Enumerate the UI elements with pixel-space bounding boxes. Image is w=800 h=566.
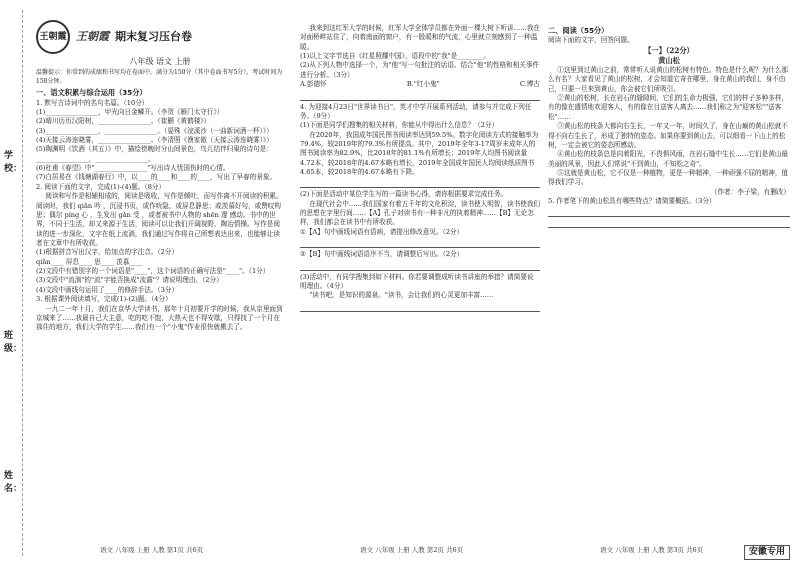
exam-note: 温馨提示：你常到的成绩和书写均在卷面中，满分为150分（其中卷面书写5分），考试时间为150分钟。 <box>36 69 283 85</box>
question-2: 2. 阅读下面的文字，完成(1)-(4)题。（8分） <box>36 182 166 191</box>
article-paragraph: ⑤这就是黄山松，它不仅是一种植物，更是一种精神，一种顽强不屈的精神，值得我们学习。 <box>548 168 789 187</box>
intro-passage: 我来到这红军大学的时候，红军大学全体学员都在外面一棵大树下听讲……我在对面桥畔站住了，向着南面的窗户，有一股暖和的气流，心里就立刻感到了一种温暖。 <box>300 24 540 51</box>
brand: 王朝霞 <box>76 30 109 44</box>
question-4-2: (2)下面是活动中某位学生写的一篇读书心得，请你根据要求完成任务。 <box>300 190 508 199</box>
fill-line: (1)________________，甲光向日金鳞开。（李贺《雁门太守行》） <box>36 107 224 116</box>
article-body <box>548 66 790 188</box>
question-2-1: (1)根据拼音写出汉字，给加点的字注音。（2分） <box>36 248 179 257</box>
question-2-4: (4)文段中画线句运用了____的修辞手法。（3分） <box>36 285 179 294</box>
answer-line[interactable] <box>548 208 790 217</box>
question-3: 3. 根据课外阅读填写，完成(1)-(2)题。（4分） <box>36 295 172 304</box>
option-c: C.博古 <box>519 80 540 89</box>
material: 在2020年，我国成年国民图书阅读率达到59.5%。数字化阅读方式的接触率为79.4%，较2019年的79.3%有所提高。其中，2019年全年3-17周岁未成年人的图书阅读率为82.9%，比2018年的81.1%有所增长；2019年人均图书阅读量4.72本，较2018年的4.67本略有增长，2019年全国成年国民人均阅读纸质图书4.65本，较2018年的4.67本略有下降。 <box>300 130 539 177</box>
column-1 <box>36 20 284 540</box>
column-2 <box>300 24 540 539</box>
question-1-lines <box>36 108 284 183</box>
essay: 在现代社会中……我们国家有着五千年的文化积淀，读书使人明智，读书使我们的思想在字里行间……【A】孔子对读书有一种非凡的执着精神……【B】无论怎样，我们都会在读书中有所收获。 <box>300 199 540 227</box>
question-3-2: (2)从下列人物中选择一个，为"他"写一句批注的话语。结合"他"的性格和相关事件进行分析。（3分） <box>300 61 540 79</box>
subtitle: 八年级 语文 上册 <box>129 57 191 66</box>
header <box>36 20 284 54</box>
option-b: B."红小鬼" <box>406 80 440 89</box>
fill-line: (4)天接云涛连晓雾，________________。（李清照《渔家傲（天接云涛连晓雾）》） <box>36 136 273 145</box>
article-title: 黄山松 <box>658 55 680 65</box>
cut-line <box>22 10 23 556</box>
article-paragraph: ③黄山松的枝条大都向右生长，一年又一年，时间久了，身在山巅的黄山松就不得不向右生长了，形成了独特的姿态。如果你要到黄山去，可以细看一下山上的松树，一定会被它的姿态所感动。 <box>548 122 789 149</box>
answer-line[interactable] <box>300 303 540 312</box>
reading-instruction: 阅读下面的文字，回答问题。 <box>548 36 634 45</box>
logo-icon <box>36 20 70 54</box>
question-5: 5. 作者笔下的黄山松具有哪些特点？请简要概括。（3分） <box>548 197 716 206</box>
question-4-1: (1)下面是同学们搜集的相关材料，你能从中得出什么信息？（2分） <box>300 121 499 130</box>
answer-line[interactable] <box>300 179 540 188</box>
fill-line: (3)________________，________________。（晏殊《浣溪沙（一曲新词酒一杯）》） <box>36 126 273 135</box>
section-1-heading: 一、语文积累与综合运用（35分） <box>36 88 147 98</box>
section-2-heading: 二、阅读（55分） <box>548 26 609 35</box>
part-label: 【一】（22分） <box>644 45 694 55</box>
school-label: 学校： <box>4 151 23 174</box>
author-line: （作者：李子梁，有删改） <box>710 187 790 196</box>
fill-line: (2)晴川历历汉阳树，________________。（崔颢《黄鹤楼》） <box>36 117 211 126</box>
binding-margin <box>0 0 30 566</box>
quote: "读书吧，是知识的源泉。"读书，会让我们的心灵更加丰富…… <box>309 291 494 300</box>
answer-line[interactable] <box>548 219 790 228</box>
fill-line: (7)白居易在《钱塘湖春行》中，以____的____和____的____，写出了早春的景象。 <box>36 173 277 182</box>
answer-line[interactable] <box>300 92 540 101</box>
article-paragraph: ④黄山松的枝条总是向着阳光，不畏惧风雨，在岩石缝中生长……它们是黄山最美丽的风景，因此人们常说"不到黄山，不知松之奇"。 <box>548 150 789 168</box>
name-label: 姓名： <box>4 471 23 494</box>
fill-line: (5)陶渊明《饮酒（其五）》中，描绘傍晚时分山间景色，鸟儿结伴归巢的诗句是：________________，________________。 <box>36 145 273 163</box>
page-title: 期末复习压台卷 <box>115 30 192 44</box>
article-paragraph: ②黄山的松树，长在岩石的缝隙间，它们的生命力极强，它们的样子多种多样，有的像在盛情地欢迎客人，有的像在目送客人离去……我们称之为"迎客松""送客松"…… <box>548 94 789 121</box>
region-badge: 安徽专用 <box>744 545 790 560</box>
question-2-3: (3)文段中"流淌"的"流"字能否换成"流露"？请说明理由。（2分） <box>36 276 223 285</box>
option-a: A.彭德怀 <box>300 80 327 89</box>
question-2-2: (2)文段中有错别字的一个词语是"____"，这个词语的正确写法是"____"。（1分） <box>36 267 270 276</box>
excerpt: 一九二一年十月，我们在京华大学读书，那年十月初要开学的时候，我从京里面到京城来了……我最自己大主意，吃的吃不饱，大热天也不得安歇，只得找了一个月在那住的地方，我们大学的学生……我们有一个"小鬼"作业很快就搬去了。 <box>36 304 283 332</box>
article-paragraph: ①这里到过黄山之前，常常听人说黄山的松树有特色。特色是什么呢？为什么那么有名？大家看见了黄山的松树，才会知道它奇在哪里，身在黄山的我们，身不由己，只要一旦来到黄山，你会被它们所吸引。 <box>548 66 789 93</box>
question-2-1-answer: qiǎn____ 屏息____ 思____ 羡慕____ <box>36 257 143 266</box>
footer-page-1: 语文 八年级 上册 人教 第1页 共6页 <box>100 546 204 554</box>
question-1: 1. 默写古诗词中的名句名篇。（10分） <box>36 98 149 107</box>
options <box>300 80 540 89</box>
footer-page-3: 语文 八年级 上册 人教 第3页 共6页 <box>600 546 704 554</box>
answer-line[interactable] <box>300 239 540 248</box>
question-4-2-b: ②【B】句中画线词语语序不当，请调整后写出。（2分） <box>300 250 464 259</box>
passage: 阅读和写作是相辅相成的，阅读是吸收，写作是倾吐，而写作离不开阅读的积累。阅读时，我们 qiǎn 吟 ，沉浸书页，或作吮隐，或屏息静思；或羡慕好句，或赞叹构思；偶尔 píng 心 ，生发出 gǎn 受 ，或者被书中人物的 shēn 邃 感动。书中的世界，不同于生活，却又来源于生活，阅读可以让我们开阔视野，陶冶情操。写作是阅读的进一步深化，文字在纸上流淌，我们通过写作将自己所想表达出来，也能够让读者在文章中有所收获。 <box>36 192 283 247</box>
question-4: 4. 为迎接4月23日"世界读书日"，英才中学开展系列活动，请参与并完成下列任务。（9分） <box>300 102 532 120</box>
answer-line[interactable] <box>300 262 540 271</box>
question-4-3: (3)活动中，有同学搜集到如下材料。你若要调整成听读书讲座的举措？请简要说明理由。（4分） <box>300 272 534 290</box>
question-4-2-a: ①【A】句中画线词语有语病，请提出修改意见。（2分） <box>300 227 464 236</box>
column-3 <box>548 24 790 539</box>
question-3-1: (1)以上文字节选自《红星照耀中国》，语段中的"我"是________。 <box>300 52 491 61</box>
logo-text: 王朝霞 <box>39 31 67 42</box>
class-label: 班级： <box>4 331 23 354</box>
footer-page-2: 语文 八年级 上册 人教 第2页 共6页 <box>360 546 464 554</box>
fill-line: (6)杜甫《春望》中"________________"写出诗人忧国伤时的心情。 <box>36 164 230 173</box>
